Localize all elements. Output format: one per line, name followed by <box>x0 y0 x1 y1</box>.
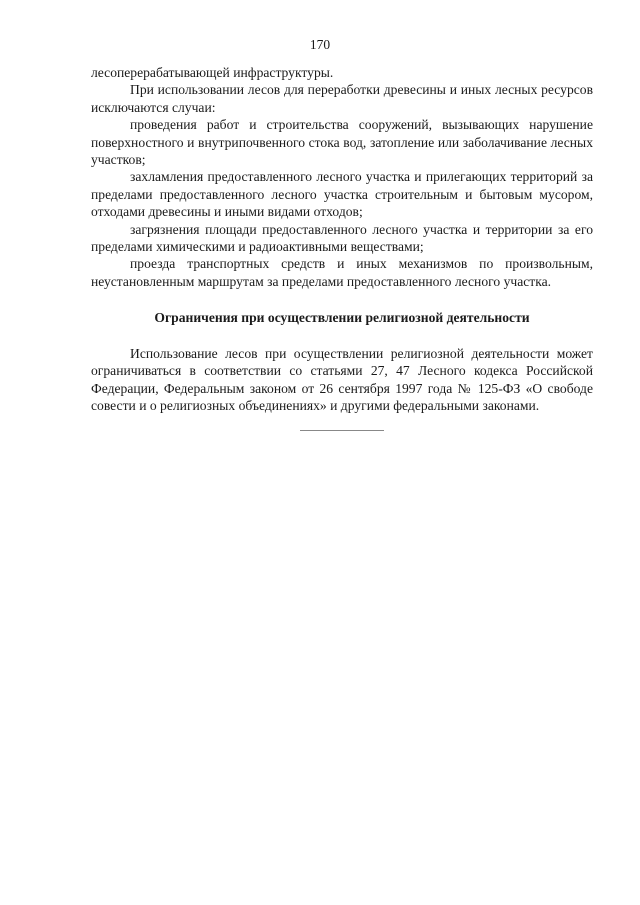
page-content <box>91 64 593 431</box>
page-number: 170 <box>309 37 331 52</box>
list-item-construction: проведения работ и строительства сооружений, вызывающих нарушение поверхностного и внутрипочвенного стока вод, затопление или заболачивание лесных участков; <box>91 117 593 168</box>
list-item-pollution: загрязнения площади предоставленного лесного участка и территории за его пределами химическими и радиоактивными веществами; <box>91 221 593 255</box>
section-paragraph: Использование лесов при осуществлении религиозной деятельности может ограничиваться в соответствии со статьями 27, 47 Лесного кодекса Российской Федерации, Федеральным законом от 26 сентября 1997 года № 125-ФЗ «О свободе совести и о религиозных объединениях» и другими федеральными законами. <box>91 345 593 413</box>
end-divider <box>300 430 384 431</box>
paragraph-continuation: лесоперерабатывающей инфраструктуры. <box>91 65 334 80</box>
paragraph-intro: При использовании лесов для переработки древесины и иных лесных ресурсов исключаются случаи: <box>91 82 593 115</box>
section-heading: Ограничения при осуществлении религиозной деятельности <box>154 310 530 326</box>
list-item-vehicles: проезда транспортных средств и иных механизмов по произвольным, неустановленным маршрутам за пределами предоставленного лесного участка. <box>91 256 593 289</box>
list-item-littering: захламления предоставленного лесного участка и прилегающих территорий за пределами предоставленного лесного участка строительным и бытовым мусором, отходами древесины и иными видами отходов; <box>91 169 593 220</box>
